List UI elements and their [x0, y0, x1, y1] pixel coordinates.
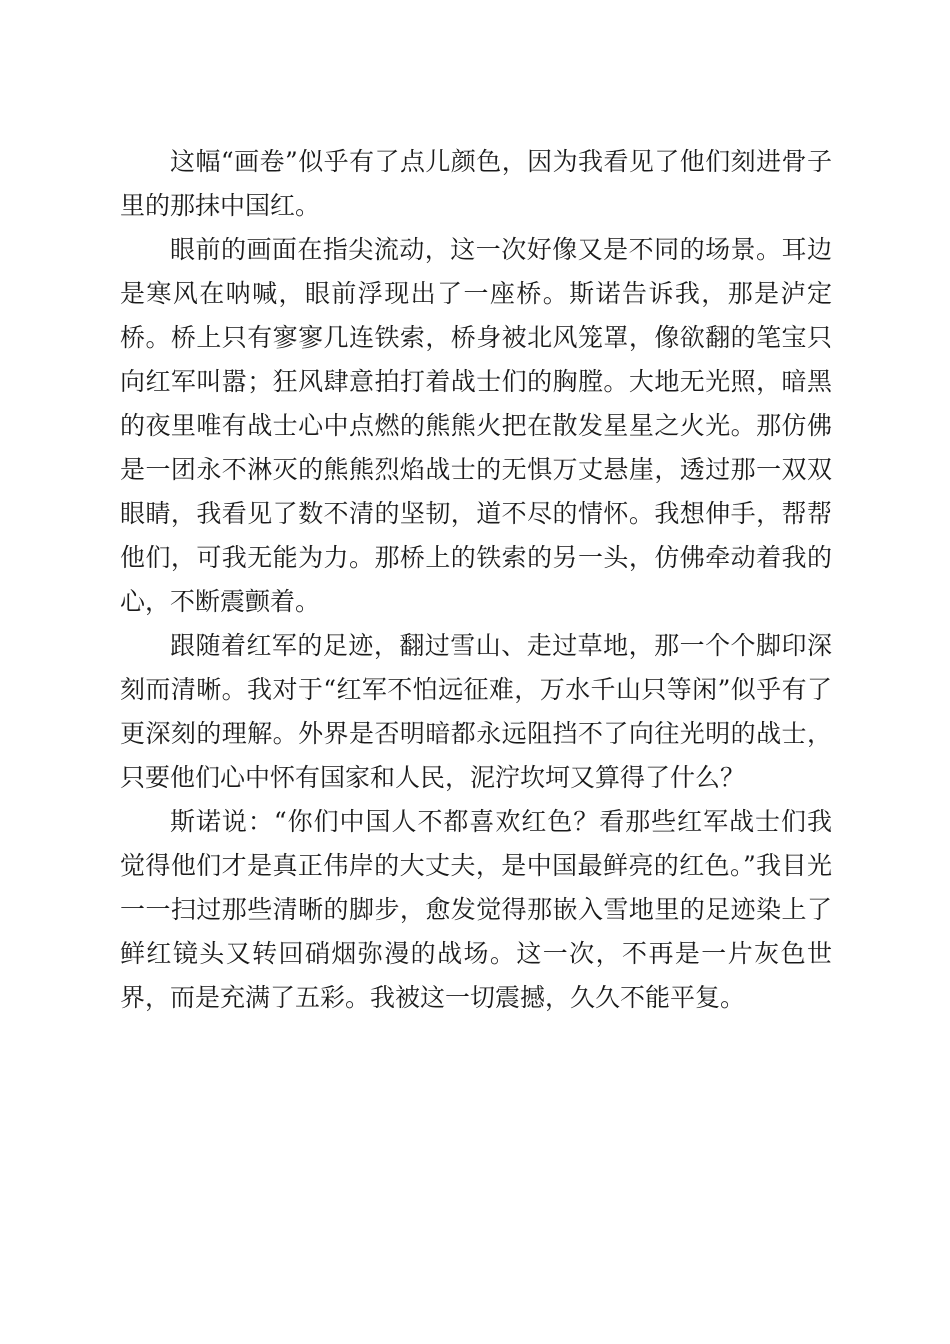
paragraph-1: 这幅“画卷”似乎有了点儿颜色，因为我看见了他们刻进骨子里的那抹中国红。: [120, 147, 832, 220]
paragraph-2: 眼前的画面在指尖流动，这一次好像又是不同的场景。耳边是寒风在呐喊，眼前浮现出了一座桥。斯诺告诉我，那是泸定桥。桥上只有寥寥几连铁索，桥身被北风笼罩，像欲翻的笔宝只向红军叫嚣；狂风肆意拍打着战士们的胸膛。大地无光照，暗黑的夜里唯有战士心中点燃的熊熊火把在散发星星之火光。那仿佛是一团永不淋灭的熊熊烈焰战士的无惧万丈悬崖，透过那一双双眼睛，我看见了数不清的坚韧，道不尽的情怀。我想伸手，帮帮他们，可我无能为力。那桥上的铁索的另一头，仿佛牵动着我的心，不断震颤着。: [120, 235, 832, 616]
paragraph-4: 斯诺说：“你们中国人不都喜欢红色？看那些红军战士们我觉得他们才是真正伟岸的大丈夫，是中国最鲜亮的红色。”我目光一一扫过那些清晰的脚步，愈发觉得那嵌入雪地里的足迹染上了鲜红镜头又转回硝烟弥漫的战场。这一次，不再是一片灰色世界，而是充满了五彩。我被这一切震撼，久久不能平复。: [120, 807, 832, 1012]
document-body: [120, 140, 832, 1020]
paragraph-3: 跟随着红军的足迹，翻过雪山、走过草地，那一个个脚印深刻而清晰。我对于“红军不怕远征难，万水千山只等闲”似乎有了更深刻的理解。外界是否明暗都永远阻挡不了向往光明的战士，只要他们心中怀有国家和人民，泥泞坎坷又算得了什么？: [120, 631, 832, 792]
